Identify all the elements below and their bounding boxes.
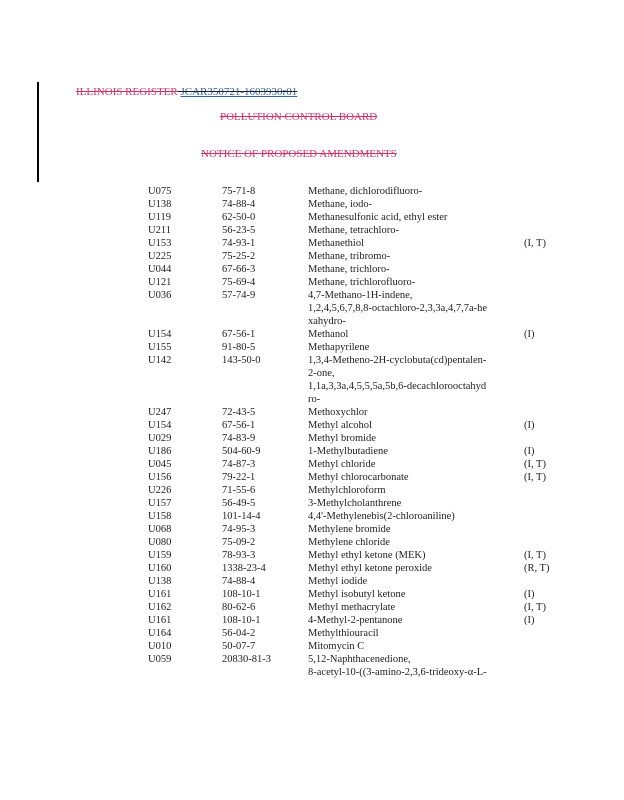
table-row [148,185,564,198]
substance-name-line: Methyl chlorocarbonate [308,472,409,483]
substance-name [308,406,524,419]
cas-number: 79-22-1 [222,472,256,483]
cas-number: 74-88-4 [222,576,256,587]
cas-number: 67-56-1 [222,420,256,431]
table-row [148,549,564,562]
table-row [148,406,564,419]
substance-name-line: 8-acetyl-10-((3-amino-2,3,6-trideoxy-α-L- [308,667,487,678]
table-row [148,510,564,523]
substance-name-line: Methoxychlor [308,407,368,418]
waste-code: U161 [148,589,172,600]
hazard-code: (I) [524,589,535,600]
substance-name [308,640,524,653]
table-row [148,276,564,289]
table-row [148,471,564,484]
substance-name-line: Methyl bromide [308,433,376,444]
hazard-code: (I) [524,420,535,431]
substance-name [308,614,524,627]
table-row [148,627,564,640]
substance-name [308,419,524,432]
waste-code: U142 [148,355,172,366]
waste-code: U186 [148,446,172,457]
hazard-code: (I, T) [524,602,546,613]
hazard-code [524,211,564,224]
table-row [148,224,564,237]
cas-number: 75-09-2 [222,537,256,548]
waste-code: U160 [148,563,172,574]
hazard-code [524,276,564,289]
table-row [148,341,564,354]
substance-name [308,471,524,484]
waste-code: U164 [148,628,172,639]
hazard-code [524,640,564,653]
hazard-code [524,198,564,211]
cas-number: 108-10-1 [222,615,261,626]
table-row [148,419,564,432]
waste-code: U158 [148,511,172,522]
substance-name [308,536,524,549]
hazard-code [524,289,564,328]
hazard-code [524,497,564,510]
substance-name-line: xahydro- [308,316,346,327]
substance-name [308,445,524,458]
hazard-code [524,536,564,549]
waste-code: U159 [148,550,172,561]
substance-name-line: Methane, dichlorodifluoro- [308,186,423,197]
change-bar [37,82,39,182]
table-row [148,523,564,536]
substance-name [308,562,524,575]
table-row [148,562,564,575]
substance-name-line: Methane, tetrachloro- [308,225,399,236]
hazard-code [524,224,564,237]
waste-code: U226 [148,485,172,496]
waste-code: U068 [148,524,172,535]
hazard-code [524,263,564,276]
substance-name [308,653,524,679]
substance-name-line: 1,1a,3,3a,4,5,5,5a,5b,6-decachlorooctahyd [308,381,487,392]
substance-name-line: ro- [308,394,321,405]
hazard-code: (I) [524,329,535,340]
cas-number: 57-74-9 [222,290,256,301]
substance-name-line: 1,3,4-Metheno-2H-cyclobuta(cd)pentalen- [308,355,487,366]
substance-name [308,185,524,198]
substance-name-line: Methanethiol [308,238,364,249]
waste-code: U161 [148,615,172,626]
cas-number: 91-80-5 [222,342,256,353]
hazard-code [524,354,564,406]
waste-code: U045 [148,459,172,470]
substance-name-line: Methylchloroform [308,485,386,496]
substance-name [308,250,524,263]
cas-number: 80-62-6 [222,602,256,613]
substance-name-line: Methane, trichloro- [308,264,390,275]
cas-number: 74-88-4 [222,199,256,210]
table-row [148,458,564,471]
hazard-code [524,484,564,497]
cas-number: 101-14-4 [222,511,261,522]
cas-number: 74-93-1 [222,238,256,249]
substance-name [308,497,524,510]
waste-code: U044 [148,264,172,275]
hazard-code: (I) [524,615,535,626]
hazard-code [524,523,564,536]
substance-name [308,510,524,523]
cas-number: 74-83-9 [222,433,256,444]
cas-number: 74-95-3 [222,524,256,535]
waste-code: U156 [148,472,172,483]
table-row [148,211,564,224]
table-body [148,185,564,679]
substance-name [308,484,524,497]
cas-number: 75-69-4 [222,277,256,288]
substance-name-line: 1,2,4,5,6,7,8,8-octachloro-2,3,3a,4,7,7a-he [308,303,488,314]
substance-name [308,549,524,562]
waste-code: U138 [148,199,172,210]
substance-name-line: Methylene bromide [308,524,391,535]
hazard-code: (I, T) [524,472,546,483]
table-row [148,614,564,627]
substance-name [308,575,524,588]
substance-name-line: 4-Methyl-2-pentanone [308,615,403,626]
hazard-code: (I, T) [524,459,546,470]
register-title: ILLINOIS REGISTER [76,86,178,98]
substance-name-line: 4,4'-Methylenebis(2-chloroaniline) [308,511,455,522]
cas-number: 50-07-7 [222,641,256,652]
cas-number: 74-87-3 [222,459,256,470]
cas-number: 56-23-5 [222,225,256,236]
cas-number: 504-60-9 [222,446,261,457]
substance-name [308,627,524,640]
substance-name [308,458,524,471]
table-row [148,497,564,510]
substance-name [308,588,524,601]
waste-code: U138 [148,576,172,587]
waste-code: U247 [148,407,172,418]
substance-name-line: Methanesulfonic acid, ethyl ester [308,212,448,223]
substance-name-line: Methylene chloride [308,537,390,548]
substance-name-line: Methane, tribromo- [308,251,391,262]
substance-name-line: 4,7-Methano-1H-indene, [308,290,413,301]
substance-name [308,341,524,354]
table-row [148,432,564,445]
cas-number: 56-49-5 [222,498,256,509]
substance-name-line: 1-Methylbutadiene [308,446,388,457]
hazard-code [524,250,564,263]
hazardous-waste-table [148,185,564,679]
substance-name [308,211,524,224]
substance-name [308,354,524,406]
substance-name-line: Methyl ethyl ketone (MEK) [308,550,426,561]
table-row [148,263,564,276]
waste-code: U154 [148,420,172,431]
cas-number: 78-93-3 [222,550,256,561]
cas-number: 71-55-6 [222,485,256,496]
substance-name-line: Methyl iodide [308,576,368,587]
cas-number: 75-25-2 [222,251,256,262]
substance-name [308,289,524,328]
cas-number: 143-50-0 [222,355,261,366]
table-row [148,250,564,263]
jcar-reference-link[interactable]: JCAR350721-1603930r01 [180,86,298,98]
waste-code: U121 [148,277,172,288]
substance-name [308,432,524,445]
hazard-code [524,432,564,445]
substance-name-line: Methapyrilene [308,342,370,353]
hazard-code [524,627,564,640]
waste-code: U119 [148,212,171,223]
hazard-code: (R, T) [524,563,550,574]
cas-number: 67-56-1 [222,329,256,340]
cas-number: 67-66-3 [222,264,256,275]
substance-name-line: Methyl ethyl ketone peroxide [308,563,432,574]
cas-number: 75-71-8 [222,186,256,197]
cas-number: 108-10-1 [222,589,261,600]
waste-code: U162 [148,602,172,613]
substance-name [308,263,524,276]
table-row [148,640,564,653]
waste-code: U154 [148,329,172,340]
substance-name [308,276,524,289]
substance-name [308,237,524,250]
notice-title: NOTICE OF PROPOSED AMENDMENTS [201,148,397,160]
substance-name-line: Methylthiouracil [308,628,379,639]
table-row [148,289,564,328]
cas-number: 72-43-5 [222,407,256,418]
substance-name-line: Methane, trichlorofluoro- [308,277,416,288]
board-name: POLLUTION CONTROL BOARD [220,111,378,123]
cas-number: 56-04-2 [222,628,256,639]
table-row [148,237,564,250]
waste-code: U153 [148,238,172,249]
cas-number: 62-50-0 [222,212,256,223]
table-row [148,354,564,406]
substance-name-line: Methanol [308,329,349,340]
substance-name-line: 3-Methylcholanthrene [308,498,402,509]
waste-code: U029 [148,433,172,444]
table-row [148,484,564,497]
table-row [148,653,564,679]
hazard-code [524,510,564,523]
waste-code: U211 [148,225,171,236]
table-row [148,536,564,549]
hazard-code [524,406,564,419]
hazard-code [524,653,564,679]
waste-code: U155 [148,342,172,353]
hazard-code [524,185,564,198]
table-row [148,198,564,211]
table-row [148,575,564,588]
substance-name-line: Methyl isobutyl ketone [308,589,406,600]
waste-code: U225 [148,251,172,262]
substance-name-line: Mitomycin C [308,641,365,652]
substance-name-line: Methyl chloride [308,459,376,470]
substance-name [308,601,524,614]
waste-code: U080 [148,537,172,548]
register-header [76,86,297,99]
table-row [148,328,564,341]
substance-name [308,224,524,237]
waste-code: U036 [148,290,172,301]
substance-name [308,328,524,341]
waste-code: U059 [148,654,172,665]
cas-number: 1338-23-4 [222,563,266,574]
substance-name-line: Methane, iodo- [308,199,373,210]
cas-number: 20830-81-3 [222,654,271,665]
waste-code: U157 [148,498,172,509]
hazard-code [524,575,564,588]
substance-name-line: Methyl alcohol [308,420,372,431]
substance-name [308,523,524,536]
hazard-code: (I, T) [524,550,546,561]
substance-name-line: 5,12-Naphthacenedione, [308,654,411,665]
table-row [148,445,564,458]
table-row [148,601,564,614]
waste-code: U075 [148,186,172,197]
hazard-code: (I, T) [524,238,546,249]
substance-name [308,198,524,211]
waste-code: U010 [148,641,172,652]
table-row [148,588,564,601]
substance-name-line: Methyl methacrylate [308,602,396,613]
hazard-code: (I) [524,446,535,457]
substance-name-line: 2-one, [308,368,335,379]
hazard-code [524,341,564,354]
